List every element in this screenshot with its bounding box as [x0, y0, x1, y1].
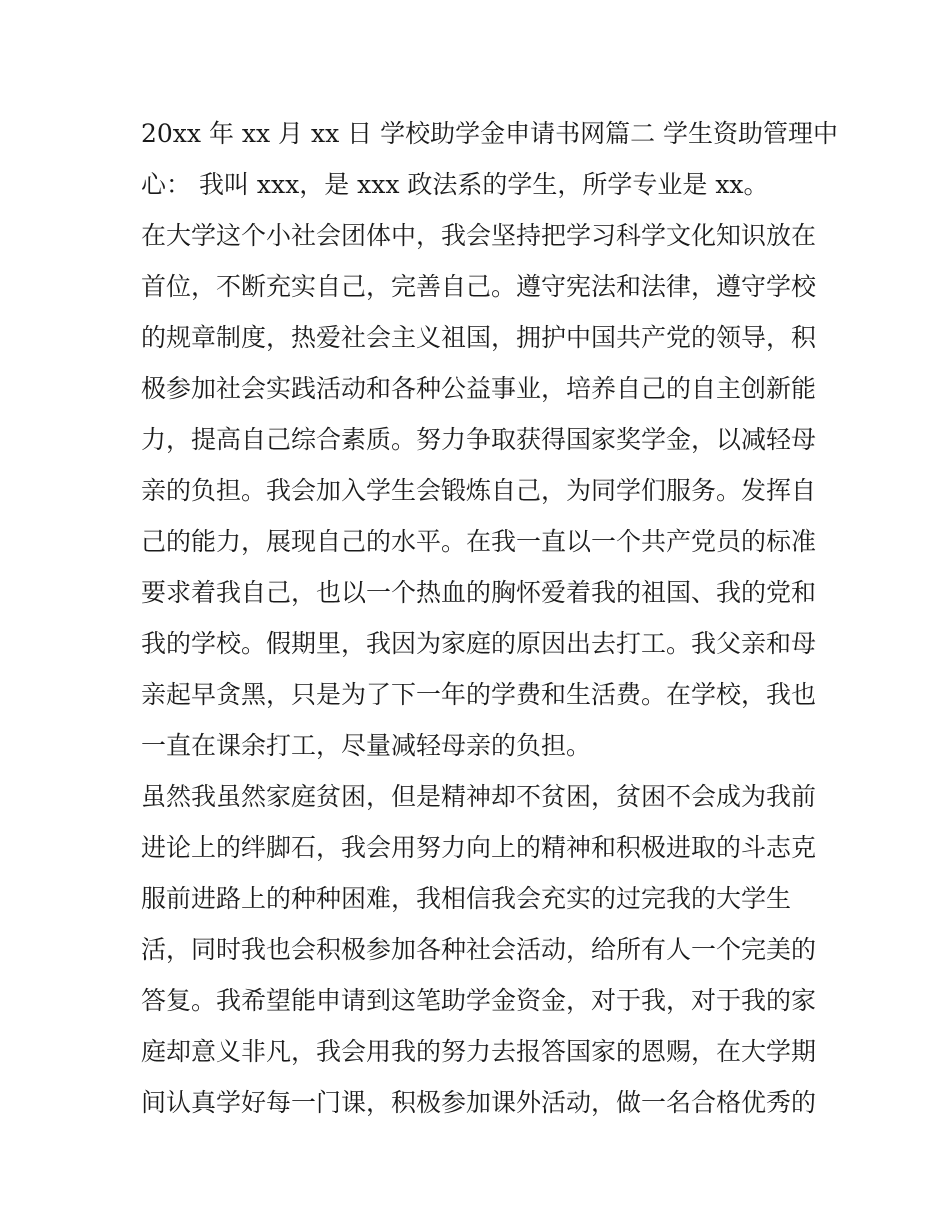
text-line: 亲起早贪黑，只是为了下一年的学费和生活费。在学校，我也 — [141, 680, 817, 709]
text-line: 20xx 年 xx 月 xx 日 学校助学金申请书网篇二 学生资助管理中 — [141, 119, 839, 148]
text-line: 一直在课余打工，尽量减轻母亲的负担。 — [141, 731, 592, 760]
text-line: 虽然我虽然家庭贫困，但是精神却不贫困，贫困不会成为我前 — [141, 782, 817, 811]
text-line: 庭却意义非凡，我会用我的努力去报答国家的恩赐，在大学期 — [141, 1037, 817, 1066]
document-body — [141, 108, 839, 1128]
text-line: 力，提高自己综合素质。努力争取获得国家奖学金，以减轻母 — [141, 425, 817, 454]
text-line: 心： 我叫 xxx，是 xxx 政法系的学生，所学专业是 xx。 — [141, 170, 769, 199]
text-line: 答复。我希望能申请到这笔助学金资金，对于我，对于我的家 — [141, 986, 817, 1015]
text-line: 己的能力，展现自己的水平。在我一直以一个共产党员的标准 — [141, 527, 817, 556]
text-line: 亲的负担。我会加入学生会锻炼自己，为同学们服务。发挥自 — [141, 476, 817, 505]
text-line: 间认真学好每一门课，积极参加课外活动，做一名合格优秀的 — [141, 1088, 817, 1117]
text-line: 首位，不断充实自己，完善自己。遵守宪法和法律，遵守学校 — [141, 272, 817, 301]
text-line: 服前进路上的种种困难，我相信我会充实的过完我的大学生 — [141, 884, 792, 913]
text-line: 活，同时我也会积极参加各种社会活动，给所有人一个完美的 — [141, 935, 817, 964]
text-line: 的规章制度，热爱社会主义祖国，拥护中国共产党的领导，积 — [141, 323, 817, 352]
text-line: 我的学校。假期里，我因为家庭的原因出去打工。我父亲和母 — [141, 629, 817, 658]
text-line: 在大学这个小社会团体中，我会坚持把学习科学文化知识放在 — [141, 221, 817, 250]
text-line: 极参加社会实践活动和各种公益事业，培养自己的自主创新能 — [141, 374, 817, 403]
text-line: 要求着我自己，也以一个热血的胸怀爱着我的祖国、我的党和 — [141, 578, 817, 607]
text-line: 进论上的绊脚石，我会用努力向上的精神和积极进取的斗志克 — [141, 833, 817, 862]
